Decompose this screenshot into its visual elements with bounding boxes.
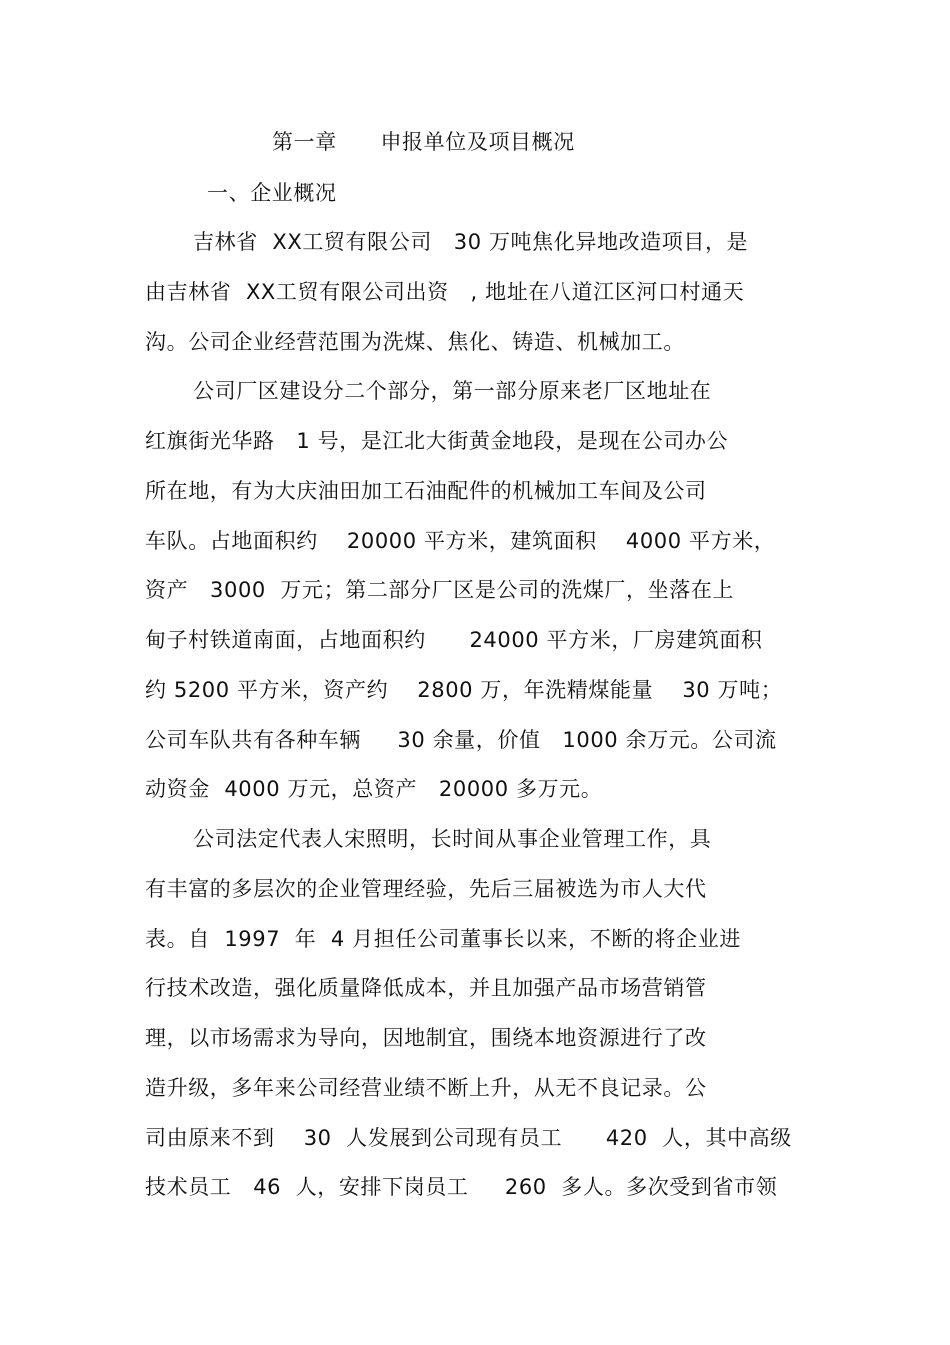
paragraph-line: 由吉林省 XX工贸有限公司出资 , 地址在八道江区河口村通天 bbox=[145, 280, 745, 304]
chapter-title: 第一章 申报单位及项目概况 bbox=[272, 130, 575, 154]
paragraph-line: 吉林省 XX工贸有限公司 30 万吨焦化异地改造项目，是 bbox=[193, 230, 749, 254]
paragraph-line: 沟。公司企业经营范围为洗煤、焦化、铸造、机械加工。 bbox=[145, 330, 685, 354]
paragraph-line: 有丰富的多层次的企业管理经验，先后三届被选为市人大代 bbox=[145, 877, 707, 901]
paragraph-line: 行技术改造，强化质量降低成本，并且加强产品市场营销管 bbox=[145, 976, 707, 1000]
paragraph-line: 表。自 1997 年 4 月担任公司董事长以来，不断的将企业进 bbox=[145, 927, 741, 951]
paragraph-line: 技术员工 46 人，安排下岗员工 260 多人。多次受到省市领 bbox=[145, 1175, 778, 1199]
paragraph-line: 司由原来不到 30 人发展到公司现有员工 420 人，其中高级 bbox=[145, 1126, 792, 1150]
paragraph-line: 甸子村铁道南面，占地面积约 24000 平方米，厂房建筑面积 bbox=[145, 628, 763, 652]
paragraph-line: 约 5200 平方米，资产约 2800 万，年洗精煤能量 30 万吨； bbox=[145, 678, 783, 702]
paragraph-line: 公司厂区建设分二个部分，第一部分原来老厂区地址在 bbox=[193, 379, 712, 403]
paragraph-line: 红旗街光华路 1 号，是江北大街黄金地段，是现在公司办公 bbox=[145, 429, 729, 453]
paragraph-line: 理，以市场需求为导向，因地制宜，围绕本地资源进行了改 bbox=[145, 1026, 707, 1050]
paragraph-line: 资产 3000 万元；第二部分厂区是公司的洗煤厂，坐落在上 bbox=[145, 578, 735, 602]
paragraph-line: 动资金 4000 万元，总资产 20000 多万元。 bbox=[145, 777, 603, 801]
paragraph-line: 公司法定代表人宋照明，长时间从事企业管理工作，具 bbox=[193, 827, 712, 851]
paragraph-line: 所在地，有为大庆油田加工石油配件的机械加工车间及公司 bbox=[145, 479, 707, 503]
section-title: 一、企业概况 bbox=[207, 181, 337, 205]
paragraph-line: 车队。占地面积约 20000 平方米，建筑面积 4000 平方米， bbox=[145, 529, 776, 553]
paragraph-line: 公司车队共有各种车辆 30 余量，价值 1000 余万元。公司流 bbox=[145, 728, 777, 752]
paragraph-line: 造升级，多年来公司经营业绩不断上升，从无不良记录。公 bbox=[145, 1076, 707, 1100]
